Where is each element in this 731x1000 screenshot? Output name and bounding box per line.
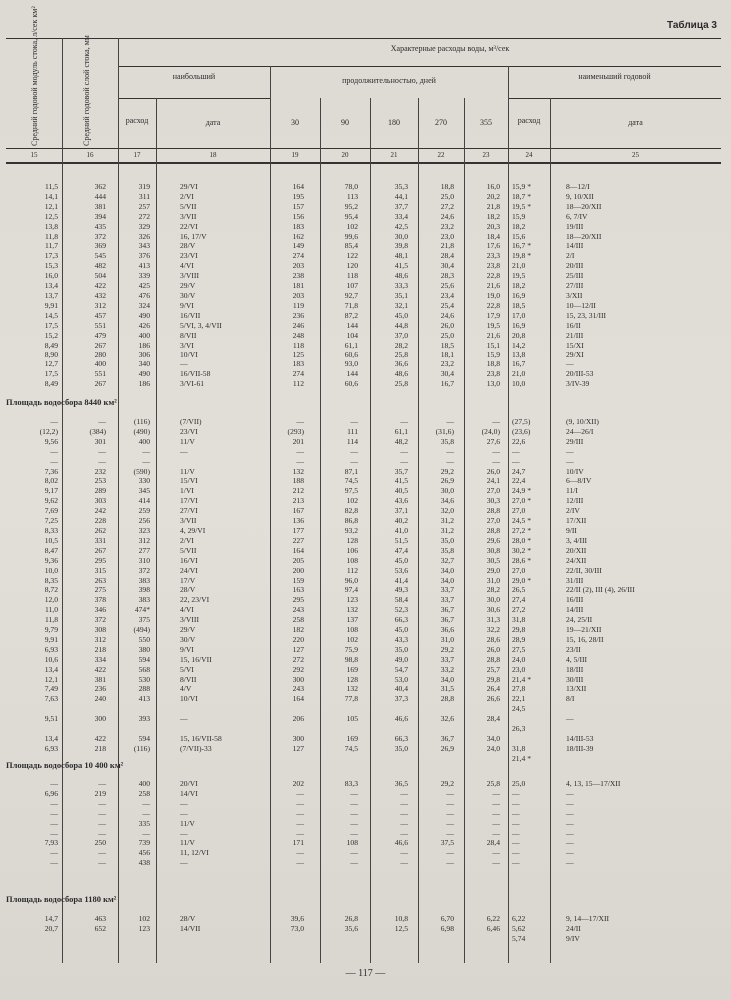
header-d90: 90	[341, 118, 349, 127]
vrule-7	[418, 98, 419, 963]
b1-col24: 15,9 * 18,7 * 19,5 * 15,9 18,2 15,6 16,7 * 19,8 * 21,0 19,5 18,2 16,9 18,5 17,0 16,9 20,8 14,2 13,8	[512, 182, 531, 360]
vrule-9	[508, 66, 509, 963]
b3-col16: — 219 — — — — 250 — —	[94, 779, 106, 868]
b4-col24: 6,22 5,62 5,74	[512, 914, 526, 943]
section-title-8440: Площадь водосбора 8440 км²	[6, 397, 117, 407]
colnum-19: 19	[291, 151, 299, 159]
s1-col18: — 16/VII-58 3/VI-61	[180, 359, 211, 388]
b2-col16: — (384) 301 — — 232 253 289 303 242 228 262 331 267 295 315 263 275 378 346 372 308 312 218 334 422 381 236 240 300 422 218	[89, 417, 106, 753]
colnum-15: 15	[30, 151, 38, 159]
vrule-4	[270, 66, 271, 963]
b4-col18: 28/V 14/VII	[180, 914, 201, 933]
b4-col22: 6,70 6,98	[440, 914, 454, 933]
b2-col24: (27,5) (23,6) 22,6 — — 24,7 22,4 24,9 * 27,0 * 27,0 24,5 * 27,2 * 28,0 * 30,2 * 28,6 * 27,0 29,0 * 26,5 27,4 27,2 31,8 29,8 28,9 27,5 24,0 23,0 21,4 * 27,8 22,1 24,5 26,3 31,8 21,4 *	[512, 417, 531, 763]
b1-col21: 35,3 44,1 37,7 33,4 42,5 30,0 39,8 48,1 41,5 48,6 33,3 35,1 32,1 45,0 44,8 37,0 28,2 25,8	[394, 182, 408, 360]
b2-col23: — (24,0) 27,6 — — 26,0 24,1 27,0 30,3 28,8 27,0 28,8 29,6 30,8 30,5 29,0 31,0 28,2 30,0 30,6 31,3 32,2 28,6 26,0 28,8 25,7 29,8 26,4 26,6 28,4 34,0 24,0	[481, 417, 500, 753]
header-rate2: расход	[517, 116, 541, 125]
b2-col18: (7/VII) 23/VI 11/V — 11/V 15/VI 1/VI 17/VI 27/VI 3/VII 4, 29/VI 2/VI 5/VII 16/VI 24/VI 17/V 28/V 22, 23/VI 4/VI 3/VIII 29/V 30/V 9/VI 15, 16/VII 5/VI 8/VII 4/V 10/VI — 15, 16/VII-58 (7/VII)-33	[180, 417, 222, 753]
colnum-16: 16	[86, 151, 94, 159]
b3-col20: 83,3 — — — — — 108 — —	[344, 779, 358, 868]
b4-col15: 14,7 20,7	[44, 914, 58, 933]
vrule-5	[320, 98, 321, 963]
header-d180: 180	[388, 118, 400, 127]
b3-col21: 36,5 — — — — — 46,6 — —	[394, 779, 408, 868]
colnum-18: 18	[209, 151, 217, 159]
colnum-23: 23	[482, 151, 490, 159]
b2-col17: (116) (490) 400 — — (590) 330 345 414 259 256 323 312 277 310 372 383 398 383 474* 375 (494) 550 380 594 568 530 288 413 393 594 (116)	[133, 417, 150, 753]
b2-col20: — 111 114 — — 87,1 74,5 97,5 102 82,8 86,8 93,2 128 106 108 112 96,0 97,4 123 132 137 108 102 75,9 98,8 169 128 132 77,8 105 169 74,5	[344, 417, 358, 753]
b4-col19: 39,6 73,0	[290, 914, 304, 933]
s1-col17: 340 490 186	[138, 359, 150, 388]
b4-col21: 10,8 12,5	[394, 914, 408, 933]
b2-col19: — (293) 201 — — 132 188 212 213 167 136 177 227 164 205 200 159 163 295 243 258 182 220 127 272 292 300 243 164 206 300 127	[287, 417, 304, 753]
b1-col15: 11,5 14,1 12,1 12,5 13,8 11,8 11,7 17,3 15,3 16,0 13,4 13,7 9,91 14,5 17,5 15,2 8,49 8,90	[44, 182, 58, 360]
colnum-17: 17	[133, 151, 141, 159]
s1-col21: 36,6 48,6 25,8	[394, 359, 408, 388]
b3-col25: 4, 13, 15—17/XII — — — — — — — —	[566, 779, 621, 868]
b3-col17: 400 258 — — 335 — 739 456 438	[138, 779, 150, 868]
header-duration: продолжительностью, дней	[342, 76, 436, 85]
table-title: Таблица 3	[666, 20, 717, 31]
b4-col25: 9, 14—17/XII 24/II 9/IV	[566, 914, 610, 943]
colnum-22: 22	[437, 151, 445, 159]
b1-col22: 18,8 25,0 27,2 24,6 23,2 23,0 21,8 28,4 30,4 28,3 25,6 23,4 25,4 24,6 26,0 25,0 18,5 18,1	[440, 182, 454, 360]
b3-col24: 25,0 — — — — — — — —	[512, 779, 526, 868]
header-d355: 355	[480, 118, 492, 127]
colnum-rule	[6, 162, 721, 164]
header-col15: Средний годовой модуль стока, л/сек км²	[30, 6, 39, 146]
s1-col24: 16,7 21,0 10,0	[512, 359, 526, 388]
s1-col16: 400 551 267	[94, 359, 106, 388]
b3-col18: 20/VI 14/VI — — 11/V — 11/V 11, 12/VI —	[180, 779, 209, 868]
b2-col25: (9, 10/XII) 24—26/I 29/III — — 10/IV 6—8/IV 11/I 12/III 2/IV 17/XII 9/II 3, 4/III 20/XII 24/XII 22/II, 30/III 31/III 22/II (2), III (4), 26/III 16/III 14/III 24, 25/II 19—21/XII 15, 16, 28/II 23/II 4, 5/III 18/III 30/III 13/XII 8/I — 14/III-53 18/III-39	[566, 417, 635, 753]
header-rate: расход	[125, 116, 149, 125]
header-max: наибольший	[172, 72, 216, 81]
max-subrule	[118, 98, 270, 99]
s1-col25: — 20/III-53 3/IV-39	[566, 359, 594, 388]
header-date2: дата	[628, 118, 643, 127]
header-d30: 30	[291, 118, 299, 127]
b1-col20: 78,0 113 95,2 95,4 102 99,6 85,4 122 120 118 107 92,7 71,8 87,2 144 104 61,1 60,6	[344, 182, 358, 360]
colnum-20: 20	[341, 151, 349, 159]
section-title-1180: Площадь водосбора 1180 км²	[6, 894, 117, 904]
header-date: дата	[205, 118, 221, 127]
b4-col17: 102 123	[138, 914, 150, 933]
page-number: — 117 —	[345, 968, 386, 979]
b1-col25: 8—12/I 9, 10/XII 18—20/XII 6, 7/IV 19/III 18—20/XII 14/III 2/I 20/III 25/III 27/III 3/XII 10—12/II 15, 23, 31/III 16/II 21/III 15/XI 29/XI	[566, 182, 607, 360]
s1-col22: 23,2 30,4 16,7	[440, 359, 454, 388]
b1-col23: 16,0 20,2 21,8 18,2 20,3 18,4 17,6 23,3 23,8 22,8 21,6 19,0 22,8 17,9 19,5 21,6 15,1 15,9	[486, 182, 500, 360]
b3-col19: 202 — — — — — 171 — —	[292, 779, 304, 868]
section-title-10400: Площадь водосбора 10 400 км²	[6, 760, 124, 770]
vrule-8	[464, 98, 465, 963]
b2-col15: — (12,2) 9,56 — — 7,36 8,02 9,17 9,62 7,69 7,25 8,33 10,5 8,47 9,36 10,0 8,35 8,72 12,0 11,0 11,8 9,79 9,91 6,93 10,6 13,4 12,1 7,49 7,63 9,51 13,4 6,93	[39, 417, 58, 753]
header-bottom-rule	[6, 148, 721, 149]
header-top-rule	[6, 38, 721, 39]
b4-col23: 6,22 6,46	[486, 914, 500, 933]
b2-col21: — 61,1 48,2 — — 35,7 41,5 40,5 43,6 37,1 40,2 41,0 51,5 47,4 45,0 53,6 41,4 49,3 58,4 52,3 66,3 45,0 43,3 35,0 49,0 54,7 53,0 40,4 37,3 46,6 66,3 35,0	[394, 417, 408, 753]
min-subrule	[508, 98, 721, 99]
header-col16: Средний годовой слой стока, мм	[82, 35, 91, 146]
colnum-21: 21	[390, 151, 398, 159]
colnum-24: 24	[525, 151, 533, 159]
b3-col15: — 6,96 — — — — 7,93 — —	[44, 779, 58, 868]
vrule-10	[550, 98, 551, 963]
b1-col16: 362 444 381 394 435 372 369 545 482 504 422 432 312 457 551 479 267 280	[94, 182, 106, 360]
b3-col22: 29,2 — — — — — 37,5 — —	[440, 779, 454, 868]
colnum-25: 25	[632, 151, 639, 159]
vrule-3	[156, 98, 157, 963]
s1-col20: 93,0 144 60,6	[344, 359, 358, 388]
b4-col20: 26,8 35,6	[344, 914, 358, 933]
vrule-1	[62, 38, 63, 963]
s1-col23: 18,8 23,8 13,0	[486, 359, 500, 388]
b3-col23: 25,8 — — — — — 28,4 — —	[486, 779, 500, 868]
b1-col19: 164 195 157 156 183 162 149 274 203 238 181 203 119 236 246 248 118 125	[292, 182, 304, 360]
s1-col15: 12,7 17,5 8,49	[44, 359, 58, 388]
header-main: Характерные расходы воды, м³/сек	[390, 44, 510, 53]
header-d270: 270	[435, 118, 447, 127]
header-min: наименьший годовой	[578, 72, 651, 81]
b1-col18: 29/VI 2/VI 5/VII 3/VII 22/VI 16, 17/V 28/V 23/VI 4/VI 3/VIII 29/V 30/V 9/VI 16/VII 5/VI, 3, 4/VII 8/VII 3/VI 10/VI	[180, 182, 222, 360]
s1-col19: 183 274 112	[292, 359, 304, 388]
subheader-rule	[118, 66, 721, 67]
vrule-6	[370, 98, 371, 963]
b4-col16: 463 652	[94, 914, 106, 933]
b2-col22: — (31,6) 35,8 — — 29,2 26,9 30,0 34,6 32,0 31,2 31,2 35,0 35,8 32,7 34,0 34,0 33,7 33,7 36,7 36,7 36,6 31,0 29,2 33,7 33,2 34,0 31,5 28,8 32,6 36,7 26,9	[435, 417, 454, 753]
b1-col17: 319 311 257 272 329 326 343 376 413 339 425 476 324 490 426 400 186 306	[138, 182, 150, 360]
